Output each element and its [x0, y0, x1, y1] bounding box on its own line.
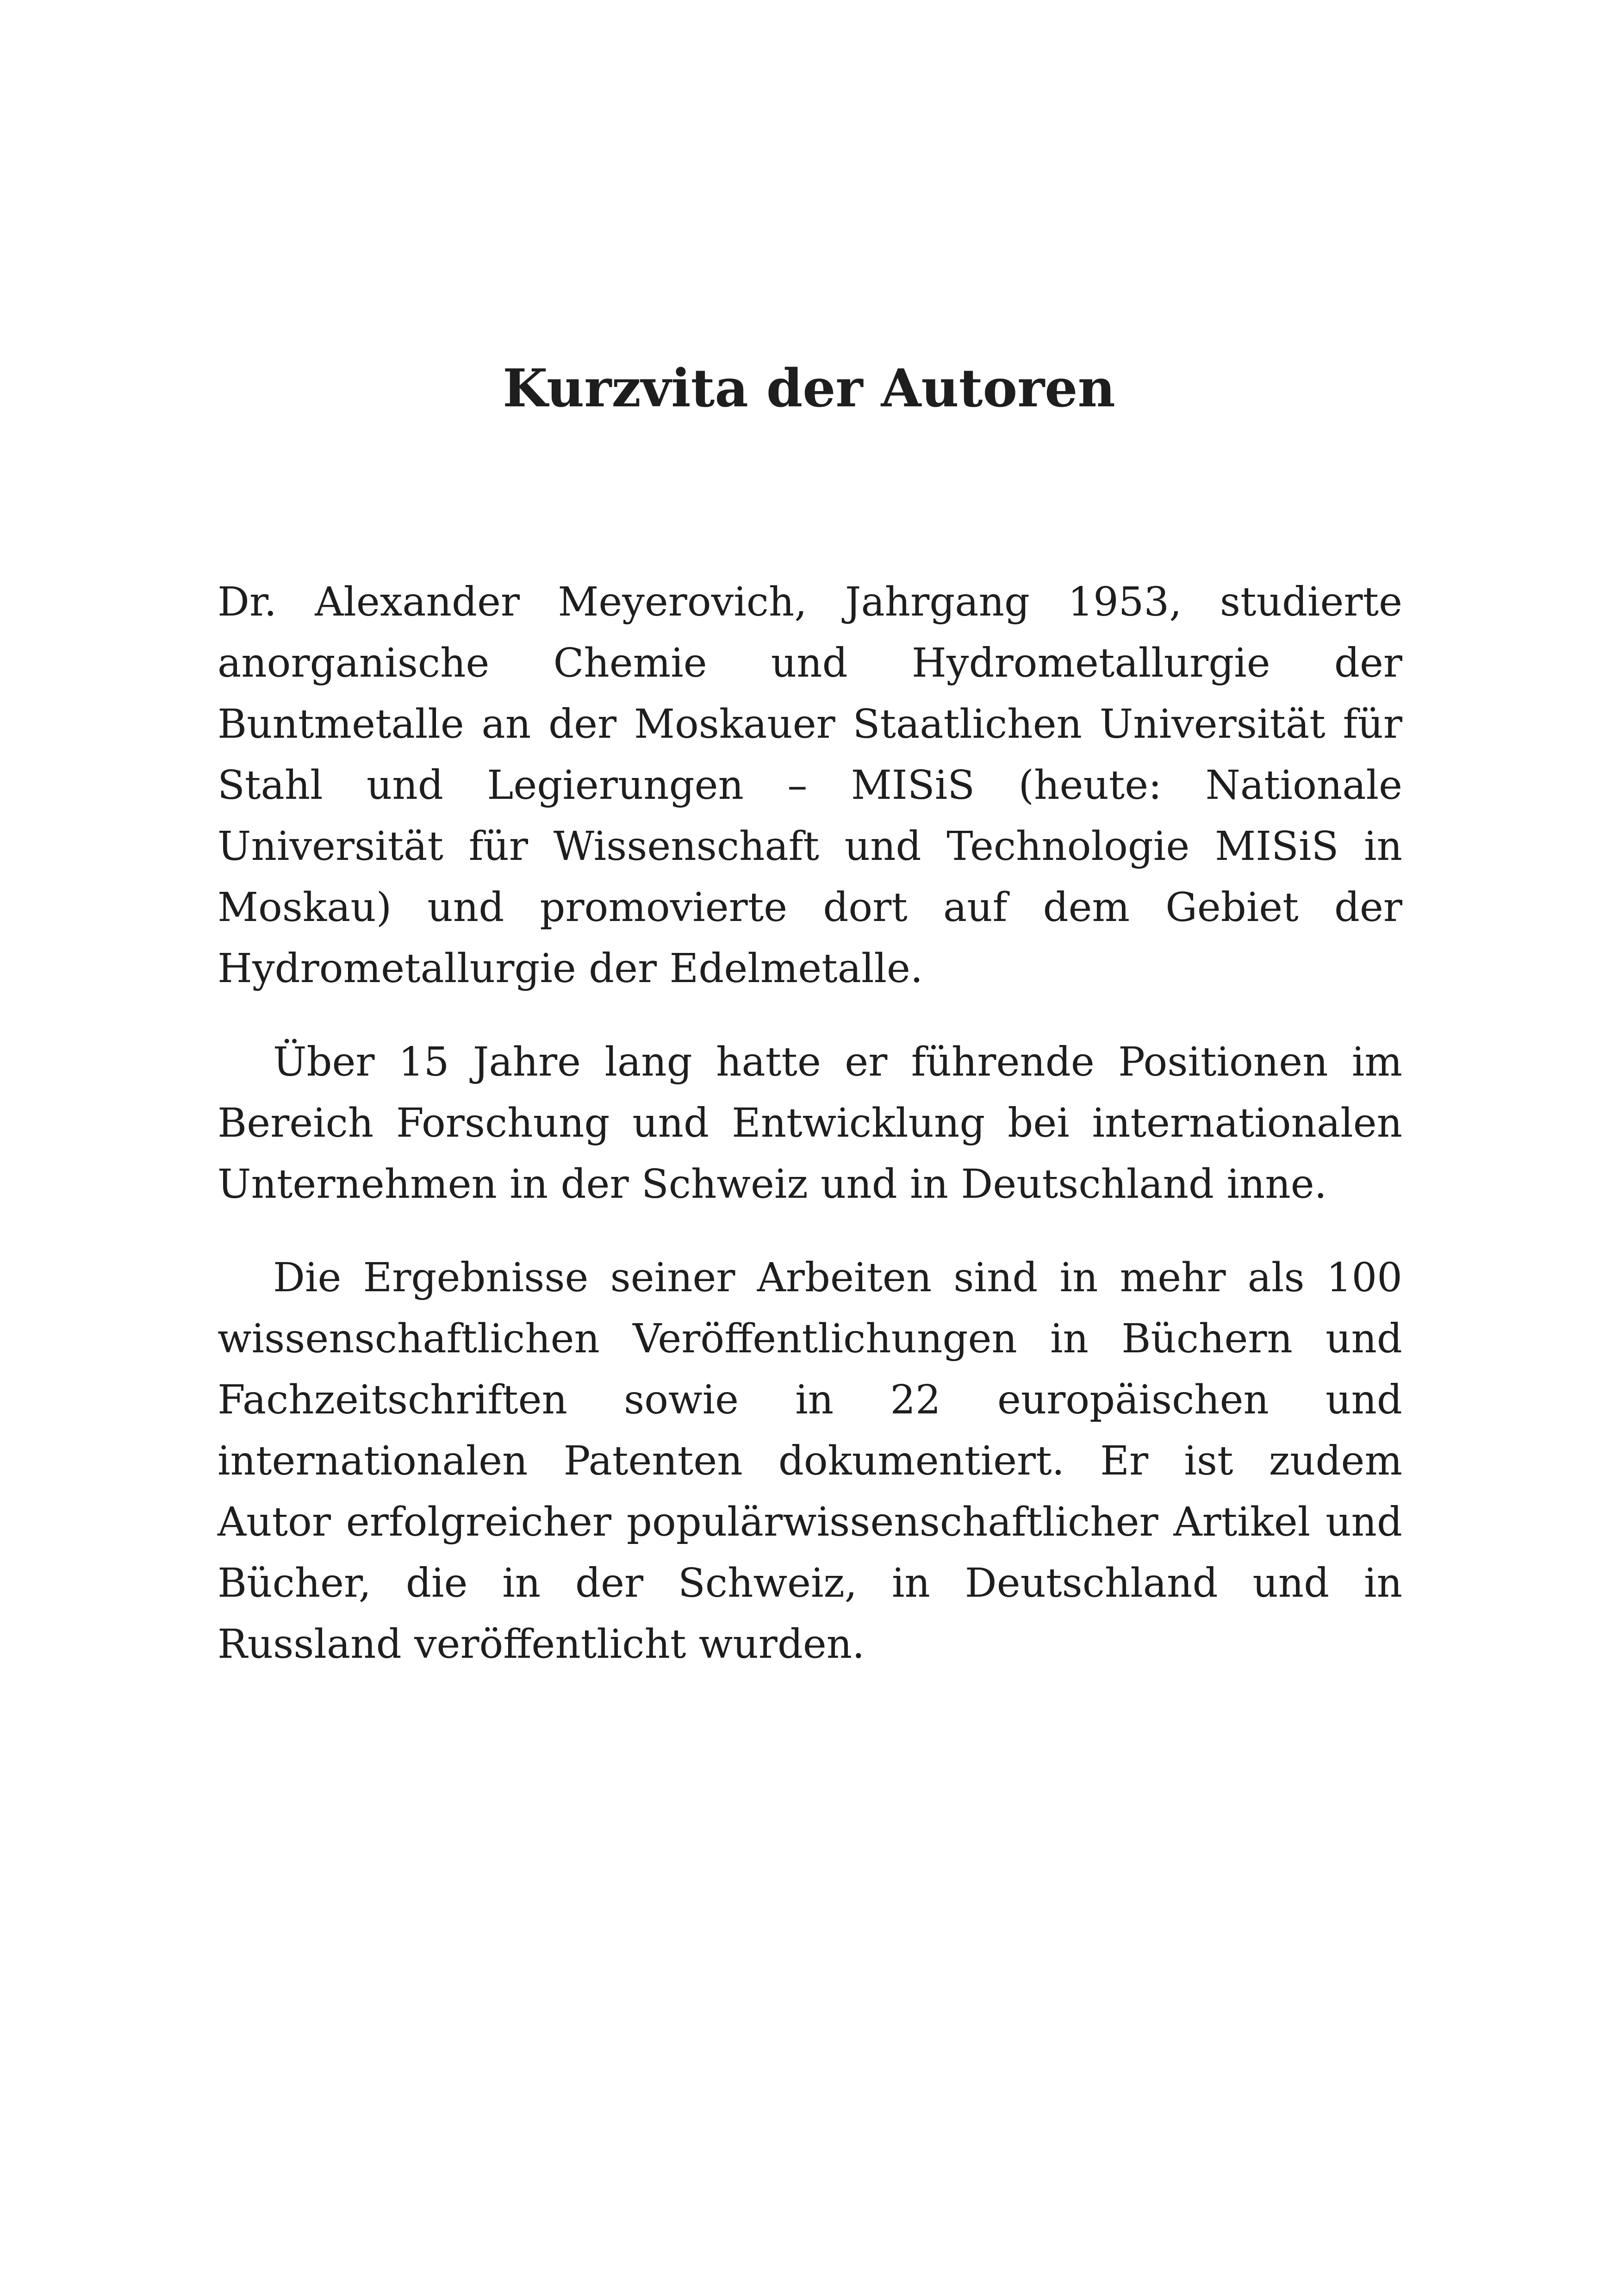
- paragraph-career: Über 15 Jahre lang hatte er führende Positionen im Bereich Forschung und Entwicklung bei internationalen Unternehmen in der Schweiz und in Deutschland inne.: [218, 1039, 1402, 1207]
- paragraph-education: Dr. Alexander Meyerovich, Jahrgang 1953, studierte anorganische Chemie und Hydrometallurgie der Buntmetalle an der Moskauer Staatlichen Universität für Stahl und Legierungen – MISiS (heute: Nationale Universität für Wissenschaft und Technologie MISiS in Moskau) und promovierte dort auf dem Gebiet der Hydrometallurgie der Edelmetalle.: [218, 579, 1402, 992]
- paragraph-publications: Die Ergebnisse seiner Arbeiten sind in mehr als 100 wissenschaftlichen Veröffentlichungen in Büchern und Fachzeitschriften sowie in 22 europäischen und internationalen Patenten dokumentiert. Er ist zudem Autor erfolgreicher populärwissenschaftlicher Artikel und Bücher, die in der Schweiz, in Deutschland und in Russland veröffentlicht wurden.: [218, 1255, 1402, 1668]
- biography-text: [218, 572, 1402, 1707]
- page-title: Kurzvita der Autoren: [503, 358, 1115, 419]
